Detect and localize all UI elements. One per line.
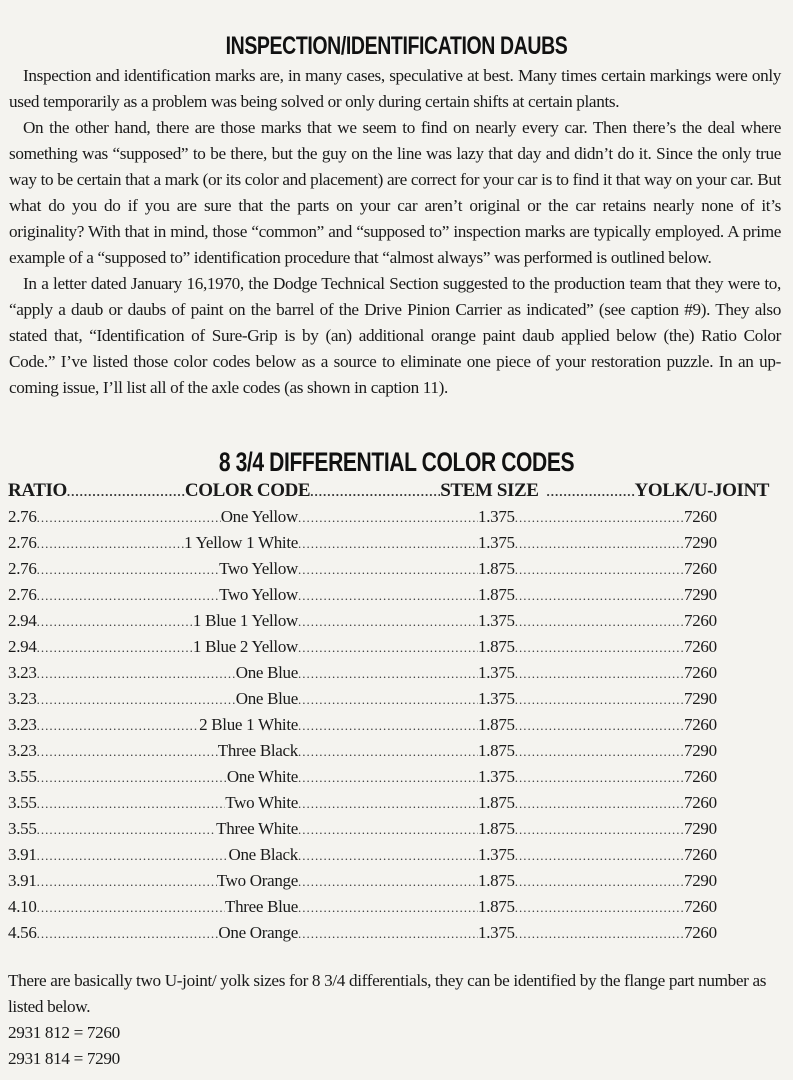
- leader-dots: [37, 557, 220, 582]
- leader-dots: [298, 765, 478, 790]
- leader-dots: [515, 739, 684, 764]
- leader-dots: [515, 609, 684, 634]
- leader-dots: [298, 609, 478, 634]
- yolk-cell: 7260: [684, 897, 717, 916]
- ratio-cell: 2.76: [8, 559, 37, 578]
- ratio-cell: 4.56: [8, 923, 37, 942]
- color-code-cell: One Yellow: [220, 507, 298, 526]
- leader-dots: [298, 635, 478, 660]
- color-code-table: [8, 478, 778, 946]
- color-code-cell: Three White: [216, 819, 298, 838]
- leader-dots: [515, 557, 684, 582]
- ratio-cell: 2.76: [8, 585, 37, 604]
- yolk-cell: 7290: [684, 533, 717, 552]
- yolk-cell: 7260: [684, 923, 717, 942]
- leader-dots: [37, 635, 193, 660]
- stem-size-cell: 1.375: [478, 663, 515, 682]
- leader-dots: [515, 687, 684, 712]
- leader-dots: [298, 817, 478, 842]
- leader-dots: [515, 843, 684, 868]
- ratio-cell: 3.91: [8, 845, 37, 864]
- stem-size-cell: 1.375: [478, 689, 515, 708]
- ratio-cell: 3.23: [8, 741, 37, 760]
- outro-text: [8, 968, 783, 1072]
- ratio-cell: 3.91: [8, 871, 37, 890]
- yolk-cell: 7260: [684, 663, 717, 682]
- table-row: [8, 660, 778, 686]
- leader-dots: [37, 609, 193, 634]
- leader-dots: [515, 531, 684, 556]
- color-code-cell: 1 Blue 2 Yellow: [192, 637, 298, 656]
- part-number-line: 2931 814 = 7290: [8, 1049, 120, 1068]
- stem-size-cell: 1.375: [478, 611, 515, 630]
- leader-dots: [37, 687, 236, 712]
- stem-size-cell: 1.375: [478, 533, 515, 552]
- leader-dots: [298, 791, 478, 816]
- color-code-cell: Two Yellow: [219, 585, 298, 604]
- stem-size-cell: 1.875: [478, 715, 515, 734]
- stem-size-cell: 1.875: [478, 585, 515, 604]
- stem-size-cell: 1.875: [478, 559, 515, 578]
- leader-dots: [298, 531, 478, 556]
- header-color-code: COLOR CODE: [184, 480, 311, 501]
- color-code-cell: One Blue: [235, 689, 298, 708]
- table-row: [8, 530, 778, 556]
- color-code-cell: Two Orange: [216, 871, 298, 890]
- leader-dots: [298, 661, 478, 686]
- leader-dots: [37, 817, 217, 842]
- color-code-cell: 2 Blue 1 White: [199, 715, 298, 734]
- leader-dots: [298, 713, 478, 738]
- leader-dots: [515, 791, 684, 816]
- color-code-cell: Three Blue: [225, 897, 298, 916]
- table-row: [8, 556, 778, 582]
- leader-dots: [67, 479, 185, 504]
- leader-dots: [37, 713, 200, 738]
- leader-dots: [515, 505, 684, 530]
- table-row: [8, 608, 778, 634]
- ratio-cell: 3.23: [8, 663, 37, 682]
- part-number-line: 2931 812 = 7260: [8, 1023, 120, 1042]
- leader-dots: [37, 739, 218, 764]
- yolk-cell: 7290: [684, 689, 717, 708]
- header-yolk-u-joint: YOLK/U-JOINT: [634, 480, 770, 501]
- leader-dots: [37, 895, 225, 920]
- table-row: [8, 816, 778, 842]
- leader-dots: [298, 921, 478, 946]
- leader-dots: [515, 661, 684, 686]
- leader-dots: [37, 791, 226, 816]
- leader-dots: [298, 869, 478, 894]
- stem-size-cell: 1.875: [478, 637, 515, 656]
- stem-size-cell: 1.875: [478, 819, 515, 838]
- table-row: [8, 764, 778, 790]
- ratio-cell: 3.55: [8, 767, 37, 786]
- leader-dots: [515, 765, 684, 790]
- stem-size-cell: 1.375: [478, 507, 515, 526]
- ratio-cell: 4.10: [8, 897, 37, 916]
- yolk-cell: 7260: [684, 715, 717, 734]
- leader-dots: [298, 687, 478, 712]
- color-code-cell: 1 Yellow 1 White: [184, 533, 298, 552]
- stem-size-cell: 1.875: [478, 897, 515, 916]
- header-stem-size: STEM SIZE: [440, 480, 539, 501]
- ratio-cell: 3.55: [8, 793, 37, 812]
- yolk-cell: 7260: [684, 611, 717, 630]
- yolk-cell: 7290: [684, 585, 717, 604]
- yolk-cell: 7290: [684, 741, 717, 760]
- table-row: [8, 634, 778, 660]
- leader-dots: [515, 869, 684, 894]
- leader-dots: [37, 583, 220, 608]
- paragraph: In a letter dated January 16,1970, the Dodge Technical Section suggested to the production team that they were to, “apply a daub or daubs of paint on the barrel of the Drive Pinion Carrier as indicated” (see caption #9). They also stated that, “Identification of Sure-Grip is by (an) additional orange paint daub applied below (the) Ratio Color Code.” I’ve listed those color codes below as a source to eliminate one piece of your restoration puzzle. In an up-coming issue, I’ll list all of the axle codes (as shown in caption 11).: [9, 274, 781, 397]
- yolk-cell: 7260: [684, 637, 717, 656]
- leader-dots: [298, 843, 478, 868]
- stem-size-cell: 1.375: [478, 923, 515, 942]
- stem-size-cell: 1.875: [478, 793, 515, 812]
- table-row: [8, 842, 778, 868]
- table-row: [8, 920, 778, 946]
- stem-size-cell: 1.375: [478, 767, 515, 786]
- leader-dots: [515, 713, 684, 738]
- table-row: [8, 894, 778, 920]
- table-row: [8, 790, 778, 816]
- ratio-cell: 2.94: [8, 611, 37, 630]
- leader-dots: [515, 921, 684, 946]
- color-code-cell: One White: [226, 767, 298, 786]
- ratio-cell: 3.55: [8, 819, 37, 838]
- table-header: [8, 478, 778, 504]
- leader-dots: [298, 505, 478, 530]
- leader-dots: [515, 895, 684, 920]
- leader-dots: [37, 921, 219, 946]
- ratio-cell: 3.23: [8, 689, 37, 708]
- leader-dots: [515, 817, 684, 842]
- leader-dots: [515, 583, 684, 608]
- ratio-cell: 2.94: [8, 637, 37, 656]
- table-row: [8, 738, 778, 764]
- color-code-cell: One Black: [228, 845, 298, 864]
- leader-dots: [298, 583, 478, 608]
- leader-dots: [37, 661, 236, 686]
- table-title: 8 3/4 DIFFERENTIAL COLOR CODES: [218, 447, 575, 477]
- color-code-cell: 1 Blue 1 Yellow: [192, 611, 298, 630]
- table-row: [8, 686, 778, 712]
- table-row: [8, 582, 778, 608]
- ratio-cell: 2.76: [8, 507, 37, 526]
- leader-dots: [547, 479, 635, 504]
- paragraph: On the other hand, there are those marks that we seem to find on nearly every car. Then there’s the deal where something was “supposed” to be there, but the guy on the line was lazy that day and didn’t do it. Since the only true way to be certain that a mark (or its color and placement) are correct for your car is to find it that way on your car. But what do you do if you are sure that the parts on your car aren’t original or the car retains nearly none of it’s originality? With that in mind, those “common” and “supposed to” inspection marks are typically employed. A prime example of a “supposed to” identification procedure that “almost always” was performed is outlined below.: [9, 118, 781, 267]
- leader-dots: [37, 531, 185, 556]
- stem-size-cell: 1.875: [478, 871, 515, 890]
- color-code-cell: One Blue: [235, 663, 298, 682]
- color-code-cell: One Orange: [218, 923, 298, 942]
- table-row: [8, 504, 778, 530]
- leader-dots: [37, 869, 217, 894]
- yolk-cell: 7260: [684, 793, 717, 812]
- ratio-cell: 2.76: [8, 533, 37, 552]
- color-code-cell: Two White: [225, 793, 298, 812]
- yolk-cell: 7290: [684, 819, 717, 838]
- yolk-cell: 7260: [684, 845, 717, 864]
- ratio-cell: 3.23: [8, 715, 37, 734]
- leader-dots: [37, 765, 227, 790]
- yolk-cell: 7260: [684, 507, 717, 526]
- color-code-cell: Three Black: [217, 741, 298, 760]
- header-ratio: RATIO: [8, 480, 67, 501]
- leader-dots: [310, 479, 440, 504]
- leader-dots: [37, 505, 221, 530]
- yolk-cell: 7260: [684, 767, 717, 786]
- leader-dots: [298, 557, 478, 582]
- leader-dots: [298, 739, 478, 764]
- stem-size-cell: 1.875: [478, 741, 515, 760]
- intro-text: [9, 63, 781, 401]
- leader-dots: [37, 843, 229, 868]
- paragraph: Inspection and identification marks are, in many cases, speculative at best. Many times certain markings were only used temporarily as a problem was being solved or only during certain shifts at certain plants.: [9, 66, 781, 111]
- yolk-cell: 7260: [684, 559, 717, 578]
- yolk-cell: 7290: [684, 871, 717, 890]
- table-body: [8, 504, 778, 946]
- table-row: [8, 712, 778, 738]
- color-code-cell: Two Yellow: [219, 559, 298, 578]
- outro-paragraph: There are basically two U-joint/ yolk sizes for 8 3/4 differentials, they can be identified by the flange part number as listed below.: [8, 971, 767, 1016]
- leader-dots: [515, 635, 684, 660]
- stem-size-cell: 1.375: [478, 845, 515, 864]
- table-row: [8, 868, 778, 894]
- page-title: INSPECTION/IDENTIFICATION DAUBS: [225, 32, 568, 60]
- leader-dots: [298, 895, 478, 920]
